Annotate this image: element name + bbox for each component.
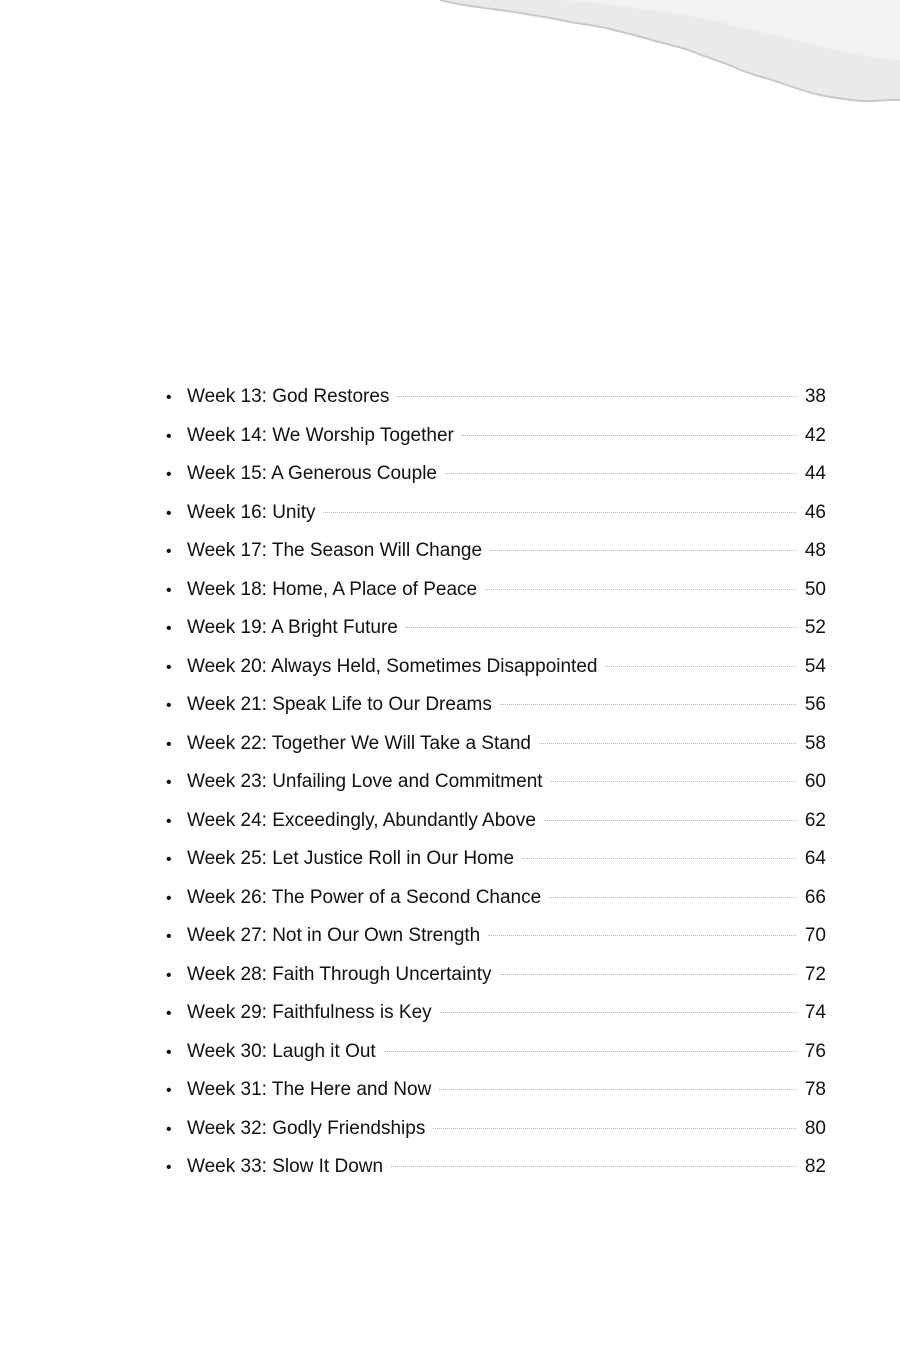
toc-entry-title: Week 14: We Worship Together xyxy=(187,424,454,446)
toc-entry-title: Week 24: Exceedingly, Abundantly Above xyxy=(187,809,536,831)
toc-entry-page-number: 76 xyxy=(804,1040,826,1062)
toc-entry-title: Week 13: God Restores xyxy=(187,386,390,407)
bullet-icon: • xyxy=(166,581,172,599)
dot-leader xyxy=(488,935,796,936)
toc-entry-title: Week 27: Not in Our Own Strength xyxy=(187,925,481,946)
toc-entry xyxy=(166,1148,826,1187)
bullet-icon: • xyxy=(166,1159,172,1176)
toc-entry-page-number: 70 xyxy=(804,925,826,946)
dot-leader xyxy=(445,473,796,474)
toc-entry-title: Week 20: Always Held, Sometimes Disappointed xyxy=(187,655,598,677)
toc-entry xyxy=(166,686,826,725)
toc-entry-page-number: 48 xyxy=(804,540,826,561)
dot-leader xyxy=(522,858,796,859)
dot-leader xyxy=(551,781,796,782)
bullet-icon: • xyxy=(166,928,172,945)
toc-entry xyxy=(166,571,826,610)
bullet-icon: • xyxy=(166,851,172,868)
bullet-icon: • xyxy=(166,620,172,637)
toc-entry xyxy=(166,917,826,956)
bullet-icon: • xyxy=(166,466,172,483)
toc-entry-title: Week 33: Slow It Down xyxy=(187,1156,384,1177)
dot-leader xyxy=(397,396,796,397)
toc-entry-title: Week 22: Together We Will Take a Stand xyxy=(187,732,531,754)
toc-entry xyxy=(166,956,826,995)
dot-leader xyxy=(391,1166,796,1167)
toc-entry-title: Week 17: The Season Will Change xyxy=(187,540,483,561)
bullet-icon: • xyxy=(166,735,172,753)
toc-entry xyxy=(166,840,826,879)
toc-entry-title: Week 21: Speak Life to Our Dreams xyxy=(187,694,492,715)
bullet-icon: • xyxy=(166,504,172,522)
toc-entry-page-number: 74 xyxy=(804,1002,826,1023)
toc-entry-page-number: 42 xyxy=(804,424,826,446)
toc-entry-title: Week 28: Faith Through Uncertainty xyxy=(187,963,492,985)
bullet-icon: • xyxy=(166,1005,172,1022)
toc-entry-page-number: 72 xyxy=(804,963,826,985)
toc-entry-title: Week 19: A Bright Future xyxy=(187,617,398,638)
dot-leader xyxy=(439,1089,796,1090)
torn-paper-decoration xyxy=(0,0,900,110)
toc-entry-title: Week 16: Unity xyxy=(187,501,316,523)
toc-entry-title: Week 26: The Power of a Second Chance xyxy=(187,886,542,908)
bullet-icon: • xyxy=(166,1043,172,1061)
bullet-icon: • xyxy=(166,658,172,676)
bullet-icon: • xyxy=(166,812,172,830)
dot-leader xyxy=(406,627,796,628)
toc-entry xyxy=(166,802,826,841)
toc-entry xyxy=(166,494,826,533)
toc-entry xyxy=(166,609,826,648)
toc-entry xyxy=(166,725,826,764)
toc-entry-title: Week 31: The Here and Now xyxy=(187,1079,432,1100)
toc-entry-page-number: 66 xyxy=(804,886,826,908)
toc-entry xyxy=(166,1033,826,1072)
dot-leader xyxy=(544,820,796,821)
toc-entry-page-number: 60 xyxy=(804,771,826,792)
toc-entry-title: Week 25: Let Justice Roll in Our Home xyxy=(187,848,515,869)
toc-entry-page-number: 82 xyxy=(804,1156,826,1177)
dot-leader xyxy=(440,1012,796,1013)
toc-entry xyxy=(166,532,826,571)
toc-entry-page-number: 38 xyxy=(804,386,826,407)
toc-entry xyxy=(166,648,826,687)
dot-leader xyxy=(539,743,796,744)
bullet-icon: • xyxy=(166,543,172,560)
table-of-contents xyxy=(166,378,826,1187)
toc-entry-page-number: 78 xyxy=(804,1079,826,1100)
bullet-icon: • xyxy=(166,1082,172,1099)
toc-entry-title: Week 18: Home, A Place of Peace xyxy=(187,578,478,600)
bullet-icon: • xyxy=(166,889,172,907)
toc-entry xyxy=(166,378,826,417)
dot-leader xyxy=(323,512,796,513)
toc-entry-page-number: 62 xyxy=(804,809,826,831)
bullet-icon: • xyxy=(166,427,172,445)
toc-entry-page-number: 50 xyxy=(804,578,826,600)
dot-leader xyxy=(433,1128,796,1129)
toc-entry-page-number: 58 xyxy=(804,732,826,754)
dot-leader xyxy=(490,550,796,551)
toc-entry-page-number: 56 xyxy=(804,694,826,715)
toc-entry xyxy=(166,879,826,918)
toc-entry xyxy=(166,455,826,494)
bullet-icon: • xyxy=(166,389,172,406)
dot-leader xyxy=(485,589,796,590)
toc-entry-title: Week 23: Unfailing Love and Commitment xyxy=(187,771,543,792)
toc-entry-page-number: 54 xyxy=(804,655,826,677)
dot-leader xyxy=(500,974,796,975)
dot-leader xyxy=(384,1051,796,1052)
toc-entry xyxy=(166,994,826,1033)
bullet-icon: • xyxy=(166,774,172,791)
toc-entry xyxy=(166,1110,826,1149)
toc-entry-title: Week 29: Faithfulness is Key xyxy=(187,1002,432,1023)
toc-entry-title: Week 30: Laugh it Out xyxy=(187,1040,376,1062)
dot-leader xyxy=(549,897,796,898)
toc-entry-title: Week 32: Godly Friendships xyxy=(187,1117,426,1139)
toc-entry-title: Week 15: A Generous Couple xyxy=(187,463,437,484)
dot-leader xyxy=(605,666,796,667)
toc-entry-page-number: 64 xyxy=(804,848,826,869)
dot-leader xyxy=(462,435,796,436)
toc-entry-page-number: 52 xyxy=(804,617,826,638)
toc-entry-page-number: 80 xyxy=(804,1117,826,1139)
bullet-icon: • xyxy=(166,966,172,984)
toc-entry xyxy=(166,763,826,802)
bullet-icon: • xyxy=(166,1120,172,1138)
toc-entry-page-number: 46 xyxy=(804,501,826,523)
dot-leader xyxy=(500,704,796,705)
toc-entry xyxy=(166,417,826,456)
toc-entry-page-number: 44 xyxy=(804,463,826,484)
bullet-icon: • xyxy=(166,697,172,714)
toc-entry xyxy=(166,1071,826,1110)
